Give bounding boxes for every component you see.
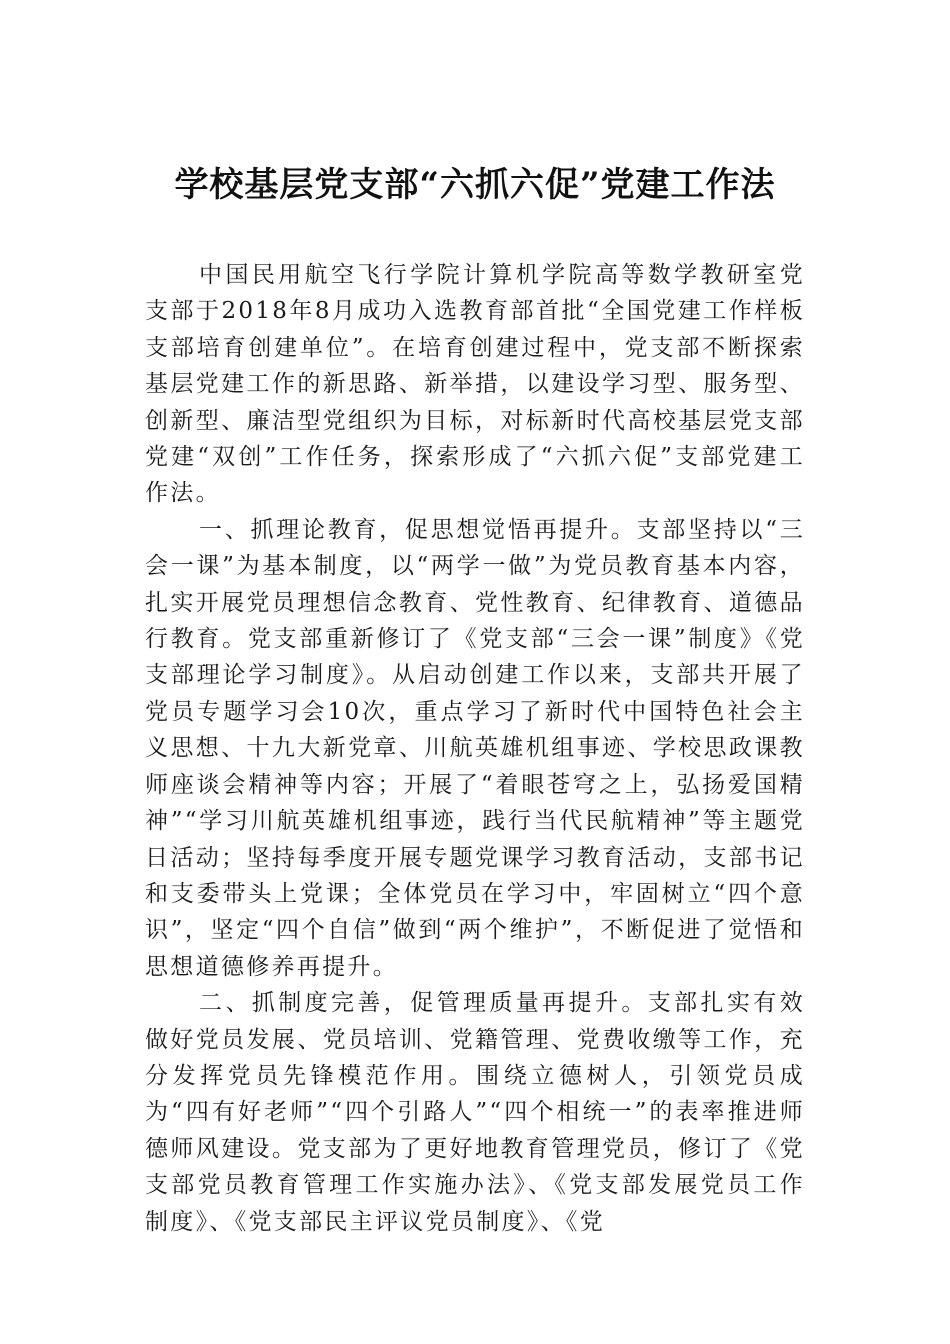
section-one-paragraph: 一、抓理论教育，促思想觉悟再提升。支部坚持以“三会一课”为基本制度，以“两学一做”为党员教育基本内容，扎实开展党员理想信念教育、党性教育、纪律教育、道德品行教育。党支部重新修订了《党支部“三会一课”制度》《党支部理论学习制度》。从启动创建工作以来，支部共开展了党员专题学习会10次，重点学习了新时代中国特色社会主义思想、十九大新党章、川航英雄机组事迹、学校思政课教师座谈会精神等内容；开展了“着眼苍穹之上，弘扬爱国精神”“学习川航英雄机组事迹，践行当代民航精神”等主题党日活动；坚持每季度开展专题党课学习教育活动，支部书记和支委带头上党课；全体党员在学习中，牢固树立“四个意识”，坚定“四个自信”做到“两个维护”，不断促进了觉悟和思想道德修养再提升。 (145, 516, 805, 980)
section-two-paragraph: 二、抓制度完善，促管理质量再提升。支部扎实有效做好党员发展、党员培训、党籍管理、党费收缴等工作，充分发挥党员先锋模范作用。围绕立德树人，引领党员成为“四有好老师”“四个引路人”“四个相统一”的表率推进师德师风建设。党支部为了更好地教育管理党员，修订了《党支部党员教育管理工作实施办法》、《党支部发展党员工作制度》、《党支部民主评议党员制度》、《党 (145, 990, 805, 1235)
intro-paragraph: 中国民用航空飞行学院计算机学院高等数学教研室党支部于2018年8月成功入选教育部首批“全国党建工作样板支部培育创建单位”。在培育创建过程中，党支部不断探索基层党建工作的新思路、新举措，以建设学习型、服务型、创新型、廉洁型党组织为目标，对标新时代高校基层党支部党建“双创”工作任务，探索形成了“六抓六促”支部党建工作法。 (145, 262, 805, 507)
document-title: 学校基层党支部“六抓六促”党建工作法 (174, 165, 776, 205)
document-body (145, 257, 805, 1240)
